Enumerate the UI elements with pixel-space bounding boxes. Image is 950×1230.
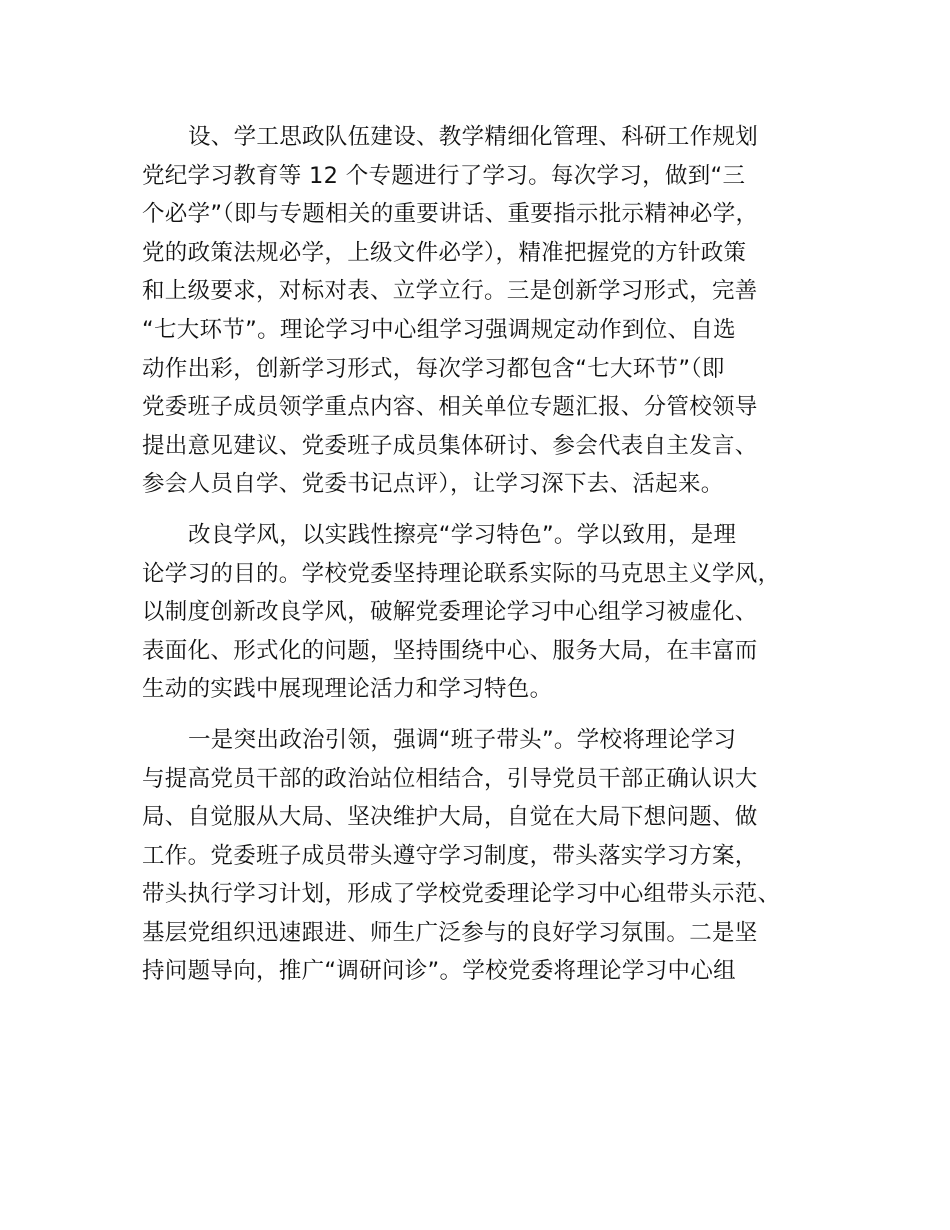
text-line: 改良学风，以实践性擦亮“学习特色”。学以致用，是理	[188, 521, 737, 548]
text-line: 与提高党员干部的政治站位相结合，引导党员干部正确认识大	[142, 765, 758, 792]
text-line: 党委班子成员领学重点内容、相关单位专题汇报、分管校领导	[142, 394, 758, 421]
text-line: 党的政策法规必学，上级文件必学），精准把握党的方针政策	[142, 239, 747, 266]
text-line: 设、学工思政队伍建设、教学精细化管理、科研工作规划	[188, 124, 759, 150]
text-line: 工作。党委班子成员带头遵守学习制度，带头落实学习方案，	[142, 842, 758, 869]
text-line: 提出意见建议、党委班子成员集体研讨、参会代表自主发言、	[142, 432, 758, 459]
paragraph-spacer	[142, 504, 842, 516]
text-line: 党纪学习教育等 12 个专题进行了学习。每次学习，做到“三	[142, 162, 746, 189]
document-page	[142, 118, 842, 991]
text-line: 动作出彩，创新学习形式，每次学习都包含“七大环节”（即	[142, 355, 725, 382]
text-line: 持问题导向，推广“调研问诊”。学校党委将理论学习中心组	[142, 958, 736, 985]
text-line: 生动的实践中展现理论活力和学习特色。	[142, 676, 553, 703]
text-line: 参会人员自学、党委书记点评），让学习深下去、活起来。	[142, 471, 724, 498]
text-line: 以制度创新改良学风，破解党委理论学习中心组学习被虚化、	[142, 599, 758, 626]
paragraph-spacer	[142, 709, 842, 721]
text-line: 局、自觉服从大局、坚决维护大局，自觉在大局下想问题、做	[142, 804, 758, 831]
text-line: 论学习的目的。学校党委坚持理论联系实际的马克思主义学风，	[142, 560, 781, 587]
text-line: 和上级要求，对标对表、立学立行。三是创新学习形式，完善	[142, 278, 758, 305]
paragraph-study-style	[142, 516, 842, 709]
text-line: 一是突出政治引领，强调“班子带头”。学校将理论学习	[188, 726, 737, 753]
text-line: “七大环节”。理论学习中心组学习强调规定动作到位、自选	[142, 316, 736, 343]
text-line: 带头执行学习计划，形成了学校党委理论学习中心组带头示范、	[142, 881, 781, 908]
text-line: 个必学”（即与专题相关的重要讲话、重要指示批示精神必学，	[142, 201, 759, 228]
text-line: 基层党组织迅速跟进、师生广泛参与的良好学习氛围。二是坚	[142, 919, 758, 946]
paragraph-study-topics	[142, 118, 842, 504]
text-line: 表面化、形式化的问题，坚持围绕中心、服务大局，在丰富而	[142, 637, 758, 664]
paragraph-political-leadership	[142, 721, 842, 991]
